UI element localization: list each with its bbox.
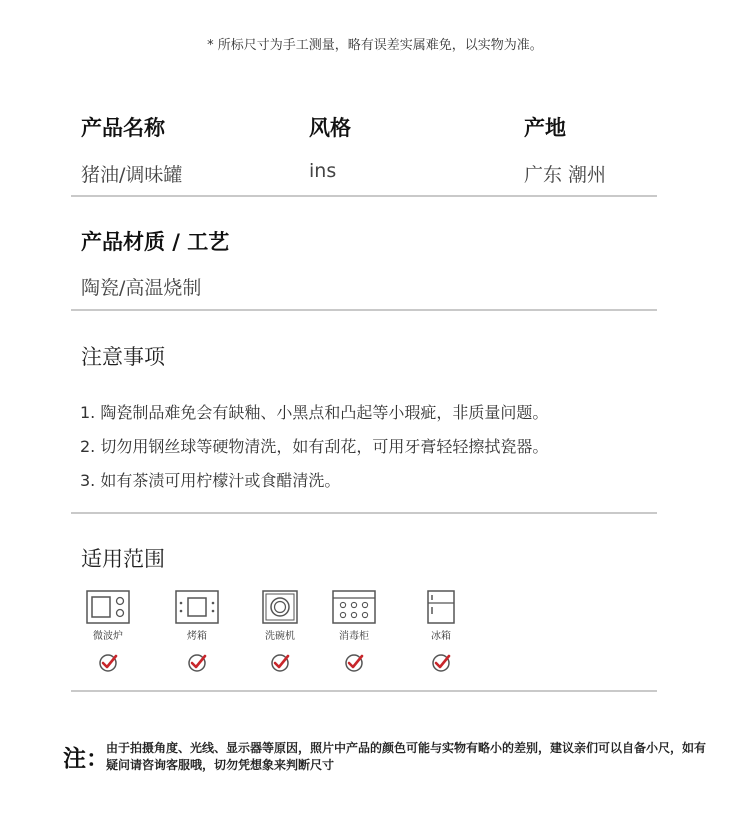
origin-label: 产地: [524, 116, 566, 140]
usage-item-refrigerator: [411, 590, 471, 674]
usage-item-dishwasher: [250, 590, 310, 674]
notes-title: 注意事项: [81, 345, 165, 369]
usage-item-label: 消毒柜: [339, 631, 369, 642]
note-item: 3. 如有茶渍可用柠檬汁或食醋清洗。: [80, 471, 341, 490]
sterilizer-cabinet-icon: [332, 590, 376, 624]
product-name-value: 猪油/调味罐: [81, 164, 183, 186]
usage-item-label: 烤箱: [187, 631, 207, 642]
product-name-label: 产品名称: [81, 116, 165, 140]
usage-item-label: 洗碗机: [265, 631, 295, 642]
microwave-icon: [86, 590, 130, 624]
check-icon: [97, 652, 119, 674]
footer-prefix: 注：: [63, 746, 109, 772]
divider: [71, 690, 657, 692]
note-item: 1. 陶瓷制品难免会有缺釉、小黑点和凸起等小瑕疵，非质量问题。: [80, 403, 549, 422]
divider: [71, 195, 657, 197]
top-note: * 所标尺寸为手工测量，略有误差实属难免，以实物为准。: [207, 38, 543, 53]
check-icon: [186, 652, 208, 674]
style-value: ins: [309, 160, 337, 182]
origin-value: 广东 潮州: [524, 164, 607, 186]
usage-item-sterilizer: [324, 590, 384, 674]
check-icon: [269, 652, 291, 674]
check-icon: [430, 652, 452, 674]
dishwasher-icon: [258, 590, 302, 624]
oven-icon: [175, 590, 219, 624]
material-label: 产品材质 / 工艺: [81, 230, 230, 254]
style-label: 风格: [309, 116, 351, 140]
usage-item-label: 微波炉: [93, 631, 123, 642]
usage-item-microwave: [78, 590, 138, 674]
usage-title: 适用范围: [81, 547, 165, 571]
divider: [71, 512, 657, 514]
material-value: 陶瓷/高温烧制: [81, 277, 202, 299]
usage-item-label: 冰箱: [431, 631, 451, 642]
refrigerator-icon: [419, 590, 463, 624]
note-item: 2. 切勿用钢丝球等硬物清洗，如有刮花，可用牙膏轻轻擦拭瓷器。: [80, 437, 549, 456]
check-icon: [343, 652, 365, 674]
divider: [71, 309, 657, 311]
footer-disclaimer: 由于拍摄角度、光线、显示器等原因，照片中产品的颜色可能与实物有略小的差别，建议亲们可以自备小尺，如有疑问请咨询客服哦，切勿凭想象来判断尺寸: [106, 741, 707, 772]
usage-item-oven: [167, 590, 227, 674]
